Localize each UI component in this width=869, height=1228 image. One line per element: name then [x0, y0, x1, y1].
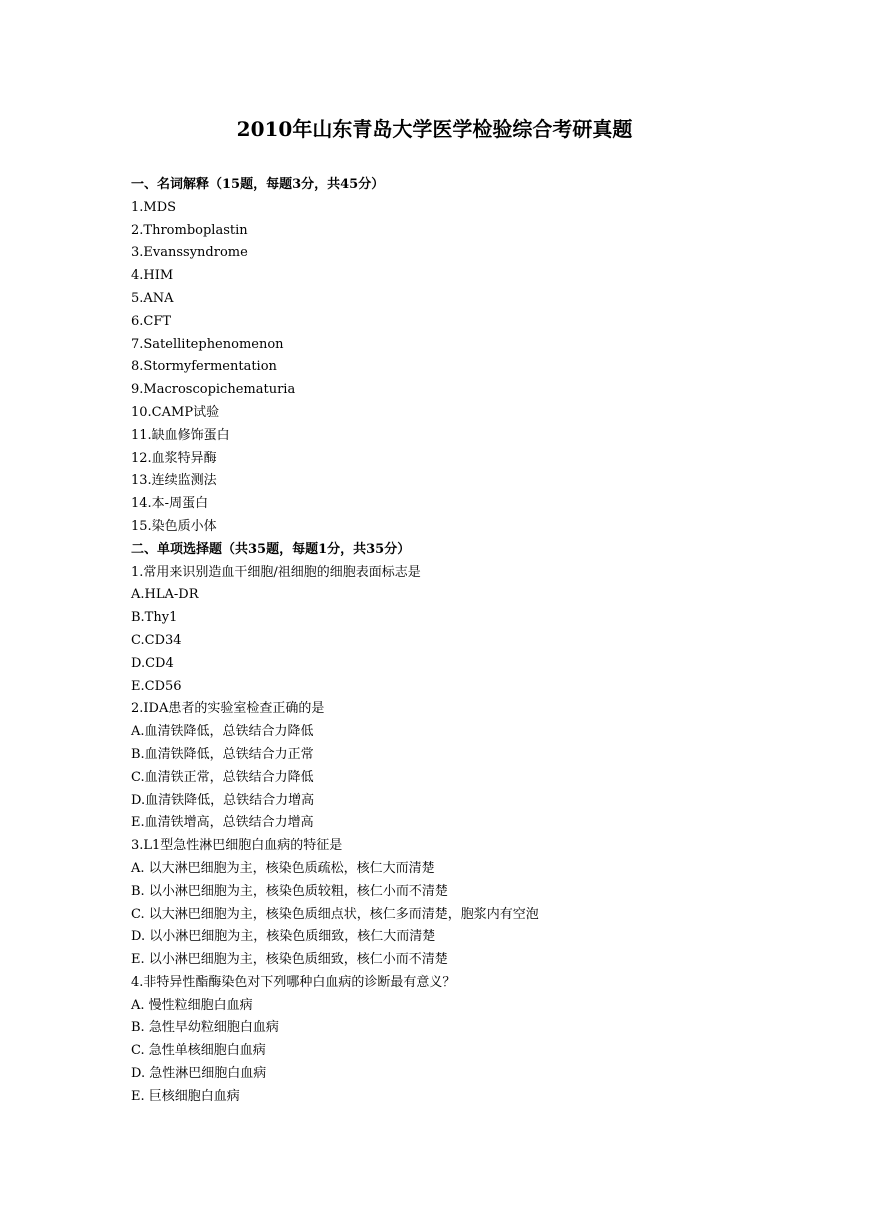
- answer-option: D.CD4: [131, 655, 174, 671]
- answer-option: B. 以小淋巴细胞为主，核染色质较粗，核仁小而不清楚: [131, 883, 448, 899]
- term-item: 10.CAMP试验: [131, 404, 220, 420]
- section-heading-terms: 一、名词解释（15题，每题3分，共45分）: [131, 177, 385, 192]
- term-item: 8.Stormyfermentation: [131, 359, 277, 375]
- term-item: 7.Satellitephenomenon: [131, 336, 284, 352]
- term-item: 5.ANA: [131, 290, 174, 306]
- term-item: 4.HIM: [131, 268, 174, 284]
- answer-option: C. 以大淋巴细胞为主，核染色质细点状，核仁多而清楚，胞浆内有空泡: [131, 906, 539, 922]
- term-item: 13.连续监测法: [131, 473, 217, 489]
- answer-option: A.血清铁降低，总铁结合力降低: [131, 724, 314, 740]
- term-item: 9.Macroscopichematuria: [131, 382, 296, 398]
- term-item: 12.血浆特异酶: [131, 450, 217, 466]
- answer-option: D. 以小淋巴细胞为主，核染色质细致，核仁大而清楚: [131, 929, 436, 945]
- answer-option: C.CD34: [131, 632, 182, 648]
- answer-option: E.血清铁增高，总铁结合力增高: [131, 815, 314, 831]
- term-item: 3.Evanssyndrome: [131, 245, 248, 261]
- document-body: [131, 174, 831, 1109]
- answer-option: E.CD56: [131, 678, 182, 694]
- question-stem: 2.IDA患者的实验室检查正确的是: [131, 701, 325, 717]
- term-item: 2.Thromboplastin: [131, 222, 248, 238]
- term-item: 11.缺血修饰蛋白: [131, 427, 230, 443]
- term-item: 15.染色质小体: [131, 518, 217, 534]
- page-title: 2010年山东青岛大学医学检验综合考研真题: [236, 117, 633, 141]
- answer-option: E. 巨核细胞白血病: [131, 1088, 240, 1104]
- answer-option: A. 以大淋巴细胞为主，核染色质疏松，核仁大而清楚: [131, 860, 435, 876]
- question-stem: 3.L1型急性淋巴细胞白血病的特征是: [131, 838, 343, 854]
- answer-option: C.血清铁正常，总铁结合力降低: [131, 769, 314, 785]
- term-item: 14.本-周蛋白: [131, 496, 209, 512]
- section-heading-choice: 二、单项选择题（共35题，每题1分，共35分）: [131, 541, 411, 557]
- answer-option: A.HLA-DR: [131, 587, 199, 603]
- answer-option: B.Thy1: [131, 610, 178, 626]
- question-stem: 1.常用来识别造血干细胞/祖细胞的细胞表面标志是: [131, 564, 421, 580]
- answer-option: C. 急性单核细胞白血病: [131, 1043, 266, 1059]
- answer-option: B.血清铁降低，总铁结合力正常: [131, 746, 314, 762]
- answer-option: E. 以小淋巴细胞为主，核染色质细致，核仁小而不清楚: [131, 952, 448, 968]
- term-item: 1.MDS: [131, 199, 177, 215]
- answer-option: B. 急性早幼粒细胞白血病: [131, 1020, 279, 1036]
- answer-option: D. 急性淋巴细胞白血病: [131, 1066, 267, 1082]
- term-item: 6.CFT: [131, 313, 172, 329]
- question-stem: 4.非特异性酯酶染色对下列哪种白血病的诊断最有意义？: [131, 974, 456, 990]
- answer-option: A. 慢性粒细胞白血病: [131, 997, 253, 1013]
- answer-option: D.血清铁降低，总铁结合力增高: [131, 792, 315, 808]
